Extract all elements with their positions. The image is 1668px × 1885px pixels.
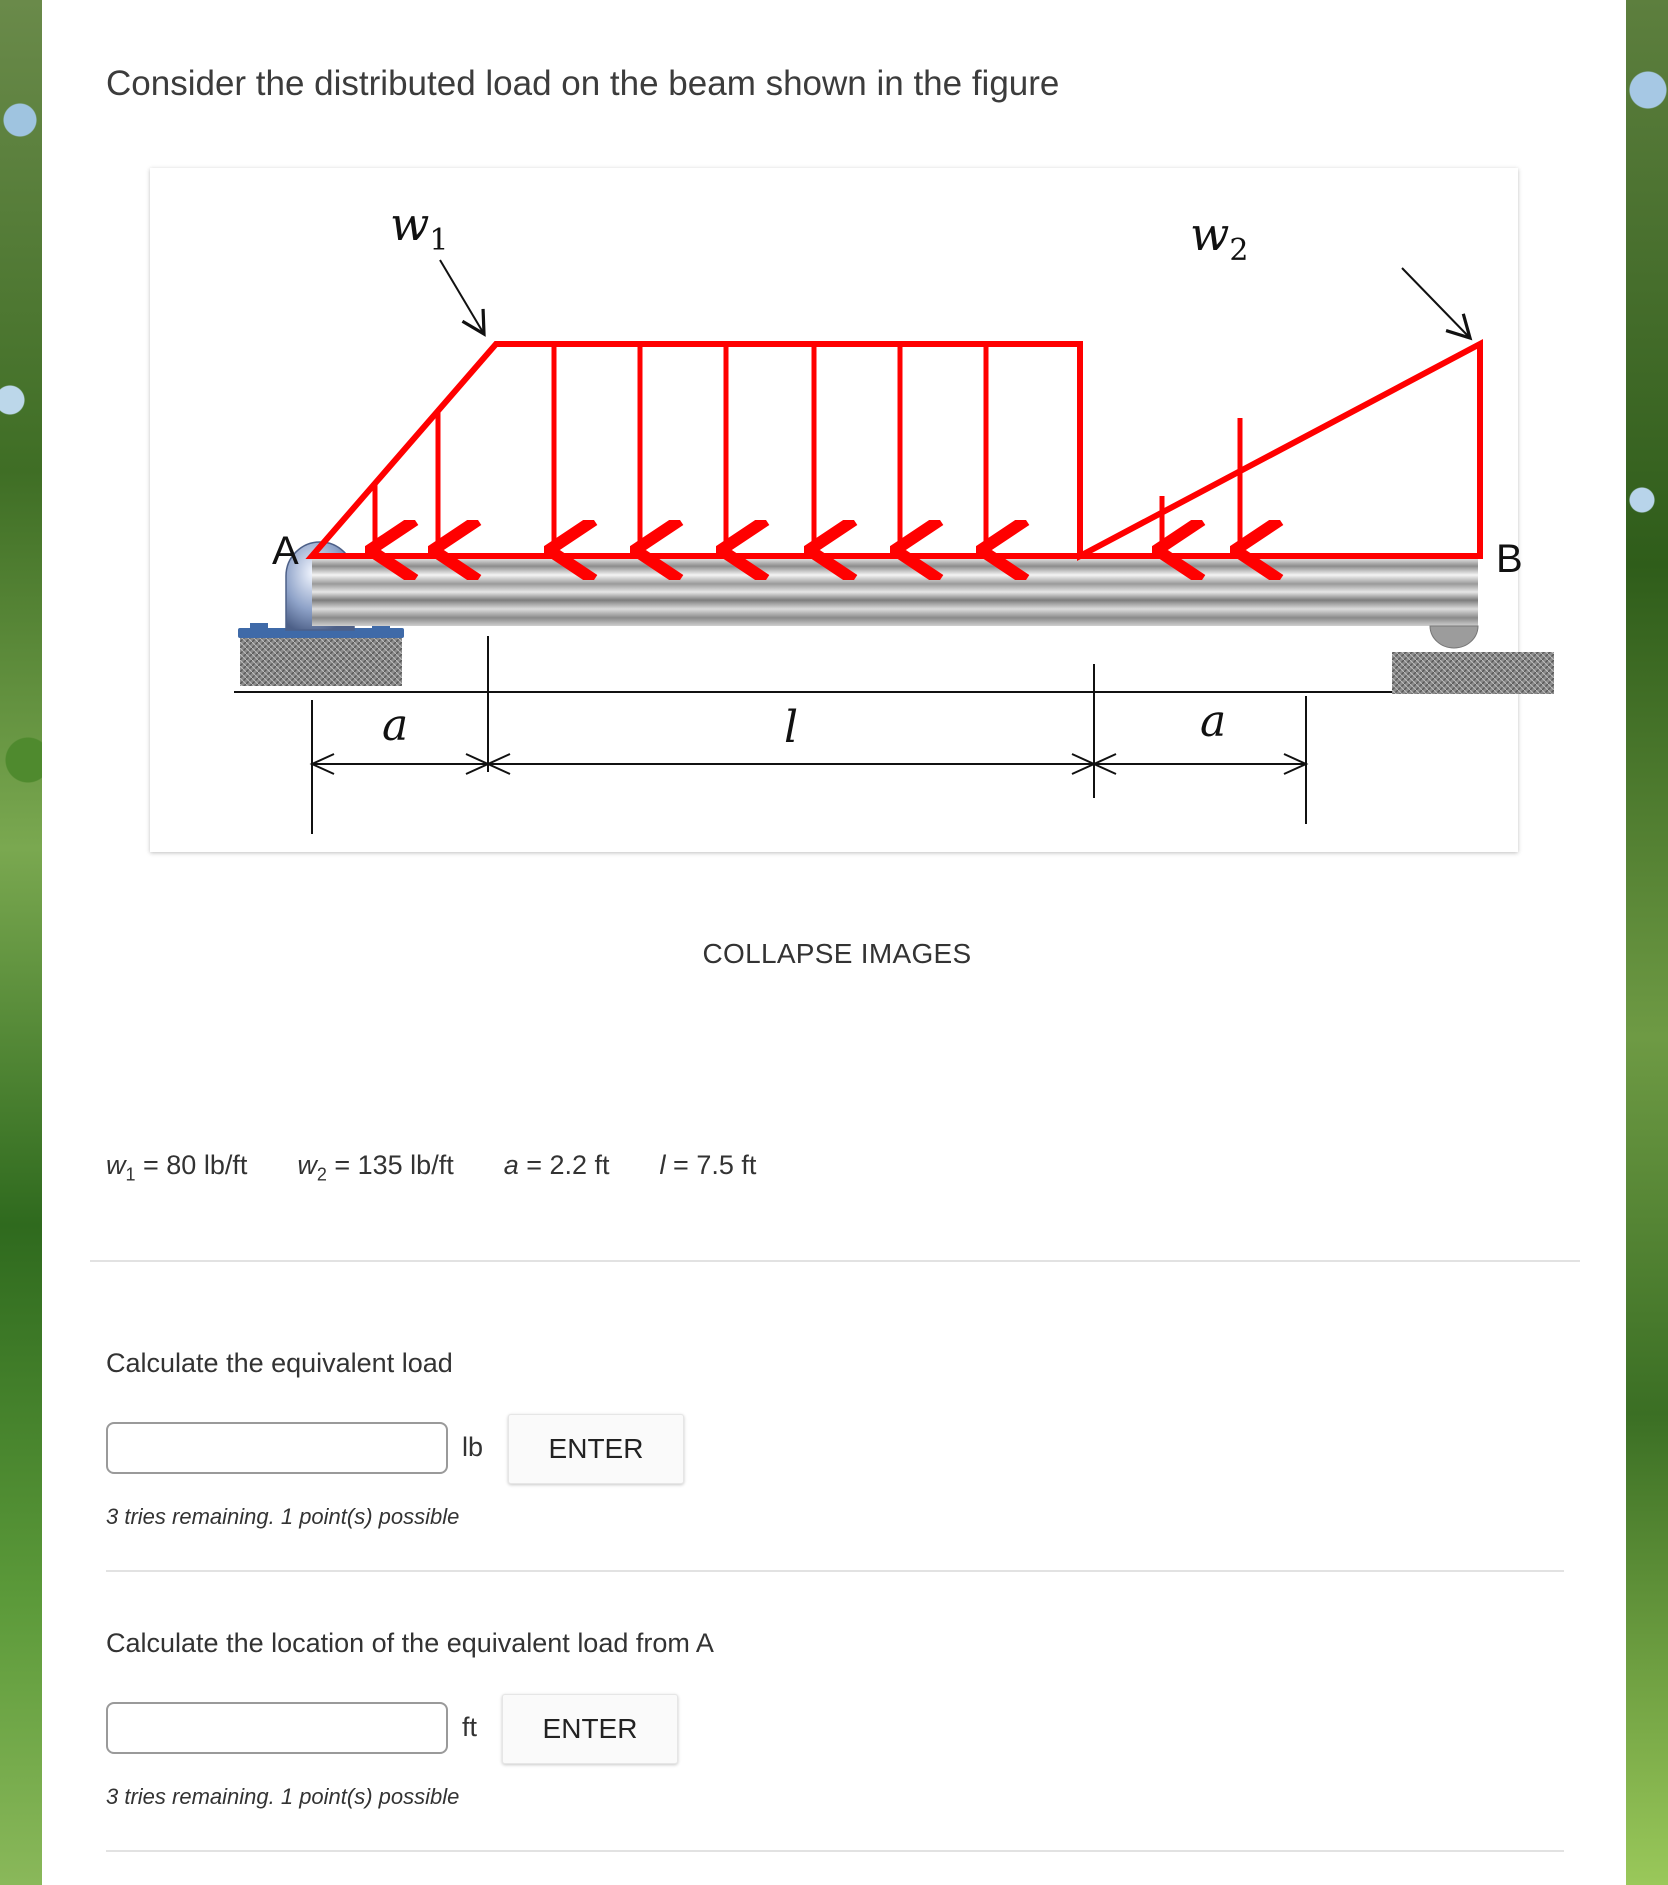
- question-2-text: Calculate the location of the equivalent load from A: [106, 1628, 714, 1658]
- dimension-lines: [312, 636, 1306, 834]
- beam-diagram: [150, 168, 1523, 852]
- background-photo-left: [0, 0, 42, 1885]
- given-values: [106, 1150, 756, 1185]
- question-1-tries: 3 tries remaining. 1 point(s) possible: [106, 1504, 460, 1529]
- left-ground-block: [240, 634, 402, 686]
- given-w1: $w_1 = 80$ lb/ft: [106, 1150, 248, 1185]
- dimension-a-left-label: a: [382, 700, 409, 751]
- beam: [312, 558, 1478, 626]
- collapse-images-button[interactable]: COLLAPSE IMAGES: [682, 932, 992, 976]
- beam-figure: [150, 168, 1523, 852]
- question-2-tries: 3 tries remaining. 1 point(s) possible: [106, 1784, 460, 1809]
- point-b-label: B: [1496, 537, 1523, 581]
- load-arrows: [375, 344, 1240, 550]
- given-w2: $w_2 = 135$ lb/ft: [297, 1150, 454, 1185]
- roller-support: [1430, 626, 1478, 648]
- point-a-label: A: [272, 529, 299, 573]
- dimension-l-label: l: [784, 702, 799, 753]
- question-1-text: Calculate the equivalent load: [106, 1348, 453, 1378]
- w2-pointer-arrow: [1402, 268, 1470, 338]
- question-2-answer-input[interactable]: [106, 1702, 448, 1754]
- w1-label: $w_1$: [390, 197, 449, 258]
- given-l: l = 7.5 ft: [659, 1150, 757, 1180]
- background-photo-right: [1626, 0, 1668, 1885]
- divider: [106, 1850, 1564, 1852]
- dimension-a-right-label: a: [1200, 696, 1227, 747]
- w1-pointer-arrow: [440, 260, 484, 334]
- problem-title: Consider the distributed load on the beam shown in the figure: [106, 64, 1060, 103]
- given-a: a = 2.2 ft: [503, 1150, 610, 1180]
- question-1-answer-input[interactable]: [106, 1422, 448, 1474]
- divider: [106, 1570, 1564, 1572]
- divider: [90, 1260, 1580, 1262]
- right-ground-block: [1392, 652, 1554, 694]
- question-2-enter-button[interactable]: ENTER: [502, 1694, 678, 1764]
- w2-label: $w_2$: [1190, 207, 1249, 268]
- problem-panel: [42, 0, 1626, 1885]
- question-1-enter-button[interactable]: ENTER: [508, 1414, 684, 1484]
- question-2-unit: ft: [462, 1712, 478, 1742]
- question-1-unit: lb: [462, 1432, 484, 1462]
- load-outline: [312, 344, 1480, 556]
